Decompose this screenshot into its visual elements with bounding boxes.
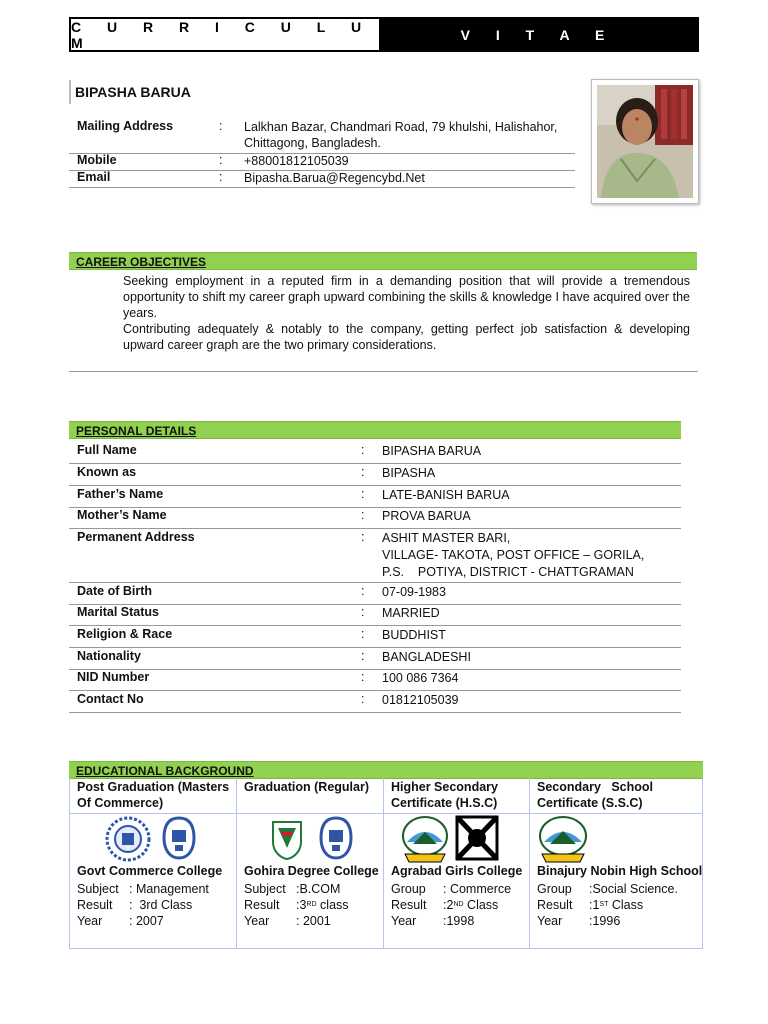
- pd-label: Full Name: [77, 443, 137, 457]
- mailing-address-row: [69, 119, 575, 154]
- detail-value: :2: [443, 898, 454, 912]
- pd-row-full-name: [69, 443, 681, 464]
- pd-label: Date of Birth: [77, 584, 152, 598]
- detail-value: Class: [608, 898, 644, 912]
- pd-value: 100 086 7364: [382, 671, 459, 685]
- cv-title-bar: [69, 17, 699, 52]
- colon: :: [219, 170, 223, 184]
- detail-key: Subject: [77, 882, 119, 896]
- mailing-address-label: Mailing Address: [77, 119, 174, 133]
- detail-key: Result: [77, 898, 113, 912]
- personal-details-header: [69, 421, 681, 439]
- detail-value: : 3rd Class: [129, 898, 193, 912]
- section-divider: [69, 371, 698, 372]
- mailing-address-value: [244, 119, 575, 153]
- detail-key: Year: [537, 914, 563, 928]
- email-row: [69, 170, 575, 188]
- detail-value: :1998: [443, 914, 475, 928]
- colon: :: [361, 530, 365, 544]
- pd-label: Religion & Race: [77, 627, 173, 641]
- ordinal-suffix: ND: [453, 901, 464, 908]
- colon: :: [219, 153, 223, 167]
- pd-value: MARRIED: [382, 606, 440, 620]
- mobile-value: +88001812105039: [244, 154, 349, 168]
- edu-college-name: Agrabad Girls College: [391, 864, 523, 878]
- colon: :: [361, 605, 365, 619]
- board-emblem-icon: [454, 814, 500, 862]
- detail-value: : Commerce: [443, 882, 512, 896]
- pd-row-religion: [69, 627, 681, 648]
- detail-key: Result: [391, 898, 427, 912]
- heading-line: Post Graduation (Masters: [77, 780, 230, 794]
- pd-row-permanent-address: [69, 530, 681, 583]
- education-title: EDUCATIONAL BACKGROUND: [76, 764, 254, 778]
- detail-value: Class: [463, 898, 499, 912]
- heading-line: Certificate (S.S.C): [537, 796, 643, 810]
- email-label: Email: [77, 170, 111, 184]
- heading-line: Secondary School: [537, 780, 654, 794]
- edu-column-graduation: [236, 778, 383, 949]
- education-header: [69, 761, 703, 779]
- pd-row-contact-no: [69, 692, 681, 713]
- mobile-label: Mobile: [77, 153, 117, 167]
- pd-label: Father’s Name: [77, 487, 164, 501]
- colon: :: [361, 465, 365, 479]
- pd-label: Known as: [77, 465, 137, 479]
- pd-label: Marital Status: [77, 605, 159, 619]
- colon: :: [361, 670, 365, 684]
- detail-value: class: [316, 898, 349, 912]
- edu-column-heading: [77, 779, 229, 811]
- detail-key: Result: [244, 898, 280, 912]
- university-seal-icon: [104, 816, 152, 862]
- education-board-logo-icon: [319, 816, 353, 860]
- edu-details: [77, 881, 209, 929]
- detail-key: Group: [537, 882, 572, 896]
- career-paragraph-1: Seeking employment in a reputed firm in a demanding position that will provide a tremendous opportunity to shift my career graph upward combining the skills & knowledge I have acquired over the years.: [123, 274, 690, 320]
- detail-key: Year: [391, 914, 417, 928]
- colon: :: [361, 692, 365, 706]
- education-board-logo-icon: [162, 816, 196, 860]
- detail-value: :1996: [589, 914, 621, 928]
- heading-line: Of Commerce): [77, 796, 164, 810]
- edu-column-heading: [537, 779, 653, 811]
- pd-row-nid-number: [69, 670, 681, 691]
- ordinal-suffix: ST: [599, 901, 609, 908]
- edu-column-heading: [244, 779, 369, 795]
- colon: :: [361, 487, 365, 501]
- colon: :: [219, 119, 223, 133]
- career-paragraph-2: Contributing adequately & notably to the company, getting perfect job satisfaction & developing upward career graph are the two primary considerations.: [123, 322, 690, 352]
- colon: :: [361, 649, 365, 663]
- detail-key: Subject: [244, 882, 286, 896]
- college-emblem-icon: [399, 814, 451, 864]
- profile-photo-image: [597, 85, 693, 198]
- pd-value: LATE-BANISH BARUA: [382, 488, 510, 502]
- detail-key: Year: [244, 914, 270, 928]
- profile-photo: [591, 79, 699, 204]
- pd-label: Contact No: [77, 692, 144, 706]
- pd-value: PROVA BARUA: [382, 509, 471, 523]
- detail-value: : 2001: [296, 914, 331, 928]
- ordinal-suffix: RD: [306, 901, 317, 908]
- personal-details-title: PERSONAL DETAILS: [76, 424, 197, 438]
- colon: :: [361, 443, 365, 457]
- colon: :: [361, 627, 365, 641]
- title-curriculum: C U R R I C U L U M: [71, 18, 373, 51]
- edu-column-hsc: [383, 778, 529, 949]
- career-objectives-text: [123, 273, 690, 353]
- edu-details: [244, 881, 349, 929]
- pd-row-mothers-name: [69, 508, 681, 529]
- pd-value: BUDDHIST: [382, 628, 446, 642]
- heading-line: Certificate (H.S.C): [391, 796, 498, 810]
- detail-key: Group: [391, 882, 426, 896]
- candidate-name: BIPASHA BARUA: [75, 84, 191, 100]
- address-line-1: ASHIT MASTER BARI,: [382, 531, 511, 545]
- career-objectives-header: [69, 252, 697, 270]
- title-vitae: V I T A E: [379, 19, 697, 50]
- pd-value: [382, 530, 681, 582]
- edu-college-name: Gohira Degree College: [244, 864, 379, 878]
- pd-row-marital-status: [69, 605, 681, 626]
- pd-value: 01812105039: [382, 693, 459, 707]
- address-line-2: VILLAGE- TAKOTA, POST OFFICE – GORILA,: [382, 548, 645, 562]
- detail-key: Result: [537, 898, 573, 912]
- pd-row-date-of-birth: [69, 584, 681, 605]
- detail-value: :B.COM: [296, 882, 341, 896]
- name-accent-bar: [69, 80, 71, 104]
- mobile-row: [69, 153, 575, 171]
- heading-line: Graduation (Regular): [244, 780, 370, 794]
- pd-row-fathers-name: [69, 487, 681, 508]
- edu-details: [537, 881, 678, 929]
- detail-key: Year: [77, 914, 103, 928]
- email-value: Bipasha.Barua@Regencybd.Net: [244, 171, 425, 185]
- pd-label: Mother’s Name: [77, 508, 167, 522]
- edu-college-name: Binajury Nobin High School: [537, 864, 703, 878]
- career-objectives-title: CAREER OBJECTIVES: [76, 255, 207, 269]
- pd-label: Nationality: [77, 649, 141, 663]
- pd-row-nationality: [69, 649, 681, 670]
- pd-value: BIPASHA: [382, 466, 436, 480]
- school-emblem-icon: [535, 814, 591, 864]
- pd-value: 07-09-1983: [382, 585, 446, 599]
- college-crest-icon: [269, 818, 305, 860]
- address-line-3: P.S. POTIYA, DISTRICT - CHATTGRAMAN: [382, 565, 634, 579]
- mailing-address-line2: Chittagong, Bangladesh.: [244, 136, 381, 150]
- detail-value: :1: [589, 898, 600, 912]
- pd-label: Permanent Address: [77, 530, 195, 544]
- mailing-address-line1: Lalkhan Bazar, Chandmari Road, 79 khulshi, Halishahor,: [244, 120, 558, 134]
- edu-column-ssc: [529, 778, 703, 949]
- edu-college-name: Govt Commerce College: [77, 864, 223, 878]
- detail-value: : 2007: [129, 914, 164, 928]
- detail-value: : Management: [129, 882, 209, 896]
- edu-details: [391, 881, 511, 929]
- pd-value: BANGLADESHI: [382, 650, 471, 664]
- edu-column-heading: [391, 779, 498, 811]
- pd-label: NID Number: [77, 670, 150, 684]
- detail-value: :3: [296, 898, 307, 912]
- detail-value: :Social Science.: [589, 882, 678, 896]
- colon: :: [361, 508, 365, 522]
- colon: :: [361, 584, 365, 598]
- pd-row-known-as: [69, 465, 681, 486]
- pd-value: BIPASHA BARUA: [382, 444, 482, 458]
- heading-line: Higher Secondary: [391, 780, 498, 794]
- edu-column-post-graduation: [69, 778, 236, 949]
- education-table: [69, 778, 703, 949]
